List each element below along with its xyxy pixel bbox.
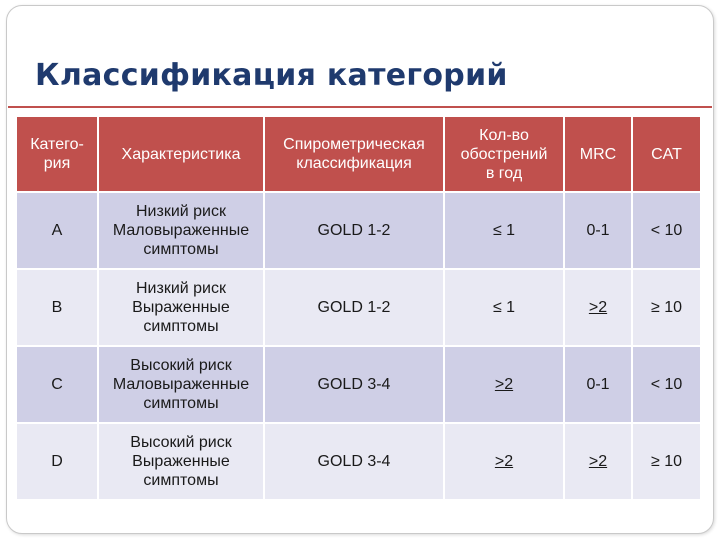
header-spirometry: Спирометрическая классификация [264,116,444,192]
cat-cell: ≥ 10 [632,269,701,346]
spirometry-cell: GOLD 3-4 [264,346,444,423]
mrc-cell: 0-1 [564,346,632,423]
header-cat: CAT [632,116,701,192]
exacerbations-cell: >2 [444,423,564,500]
characteristic-cell: Низкий риск Выраженные симптомы [98,269,264,346]
classification-table [15,115,702,501]
table-row [16,423,701,500]
exacerbations-cell: >2 [444,346,564,423]
spirometry-cell: GOLD 3-4 [264,423,444,500]
characteristic-cell: Высокий риск Маловыраженные симптомы [98,346,264,423]
title-divider [8,106,712,108]
exacerbations-cell: ≤ 1 [444,192,564,269]
table-row [16,346,701,423]
spirometry-cell: GOLD 1-2 [264,192,444,269]
header-characteristic: Характеристика [98,116,264,192]
mrc-cell: 0-1 [564,192,632,269]
header-mrc: MRC [564,116,632,192]
category-cell: B [16,269,98,346]
slide-title: Классификация категорий [35,58,508,93]
cat-cell: ≥ 10 [632,423,701,500]
category-cell: D [16,423,98,500]
mrc-cell: >2 [564,423,632,500]
header-category: Катего- рия [16,116,98,192]
characteristic-cell: Низкий риск Маловыраженные симптомы [98,192,264,269]
characteristic-cell: Высокий риск Выраженные симптомы [98,423,264,500]
category-cell: A [16,192,98,269]
spirometry-cell: GOLD 1-2 [264,269,444,346]
table-row [16,269,701,346]
table-header-row [16,116,701,192]
cat-cell: < 10 [632,192,701,269]
cat-cell: < 10 [632,346,701,423]
table-row [16,192,701,269]
mrc-cell: >2 [564,269,632,346]
exacerbations-cell: ≤ 1 [444,269,564,346]
category-cell: C [16,346,98,423]
header-exacerbations: Кол-во обострений в год [444,116,564,192]
